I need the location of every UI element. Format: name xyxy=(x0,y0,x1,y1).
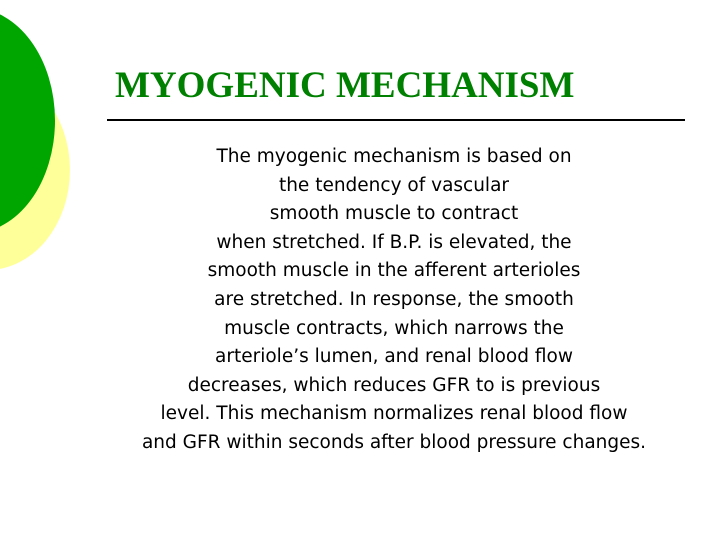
slide-title: MYOGENIC MECHANISM xyxy=(115,65,575,106)
body-line: The myogenic mechanism is based on xyxy=(216,146,572,167)
body-line: decreases, which reduces GFR to is previous xyxy=(187,374,601,396)
body-line: and GFR within seconds after blood pressure changes. xyxy=(141,431,647,453)
body-line: arteriole’s lumen, and renal blood flow xyxy=(215,346,573,368)
body-line: when stretched. If B.P. is elevated, the xyxy=(216,231,572,253)
body-line: level. This mechanism normalizes renal blood flow xyxy=(160,403,628,425)
body-line: the tendency of vascular xyxy=(278,174,510,196)
body-line: muscle contracts, which narrows the xyxy=(224,317,564,339)
title-underline xyxy=(107,119,685,121)
slide-body xyxy=(70,143,718,458)
body-line: smooth muscle in the afferent arterioles xyxy=(207,260,581,282)
body-line: smooth muscle to contract xyxy=(269,203,519,225)
body-line: are stretched. In response, the smooth xyxy=(214,288,574,310)
